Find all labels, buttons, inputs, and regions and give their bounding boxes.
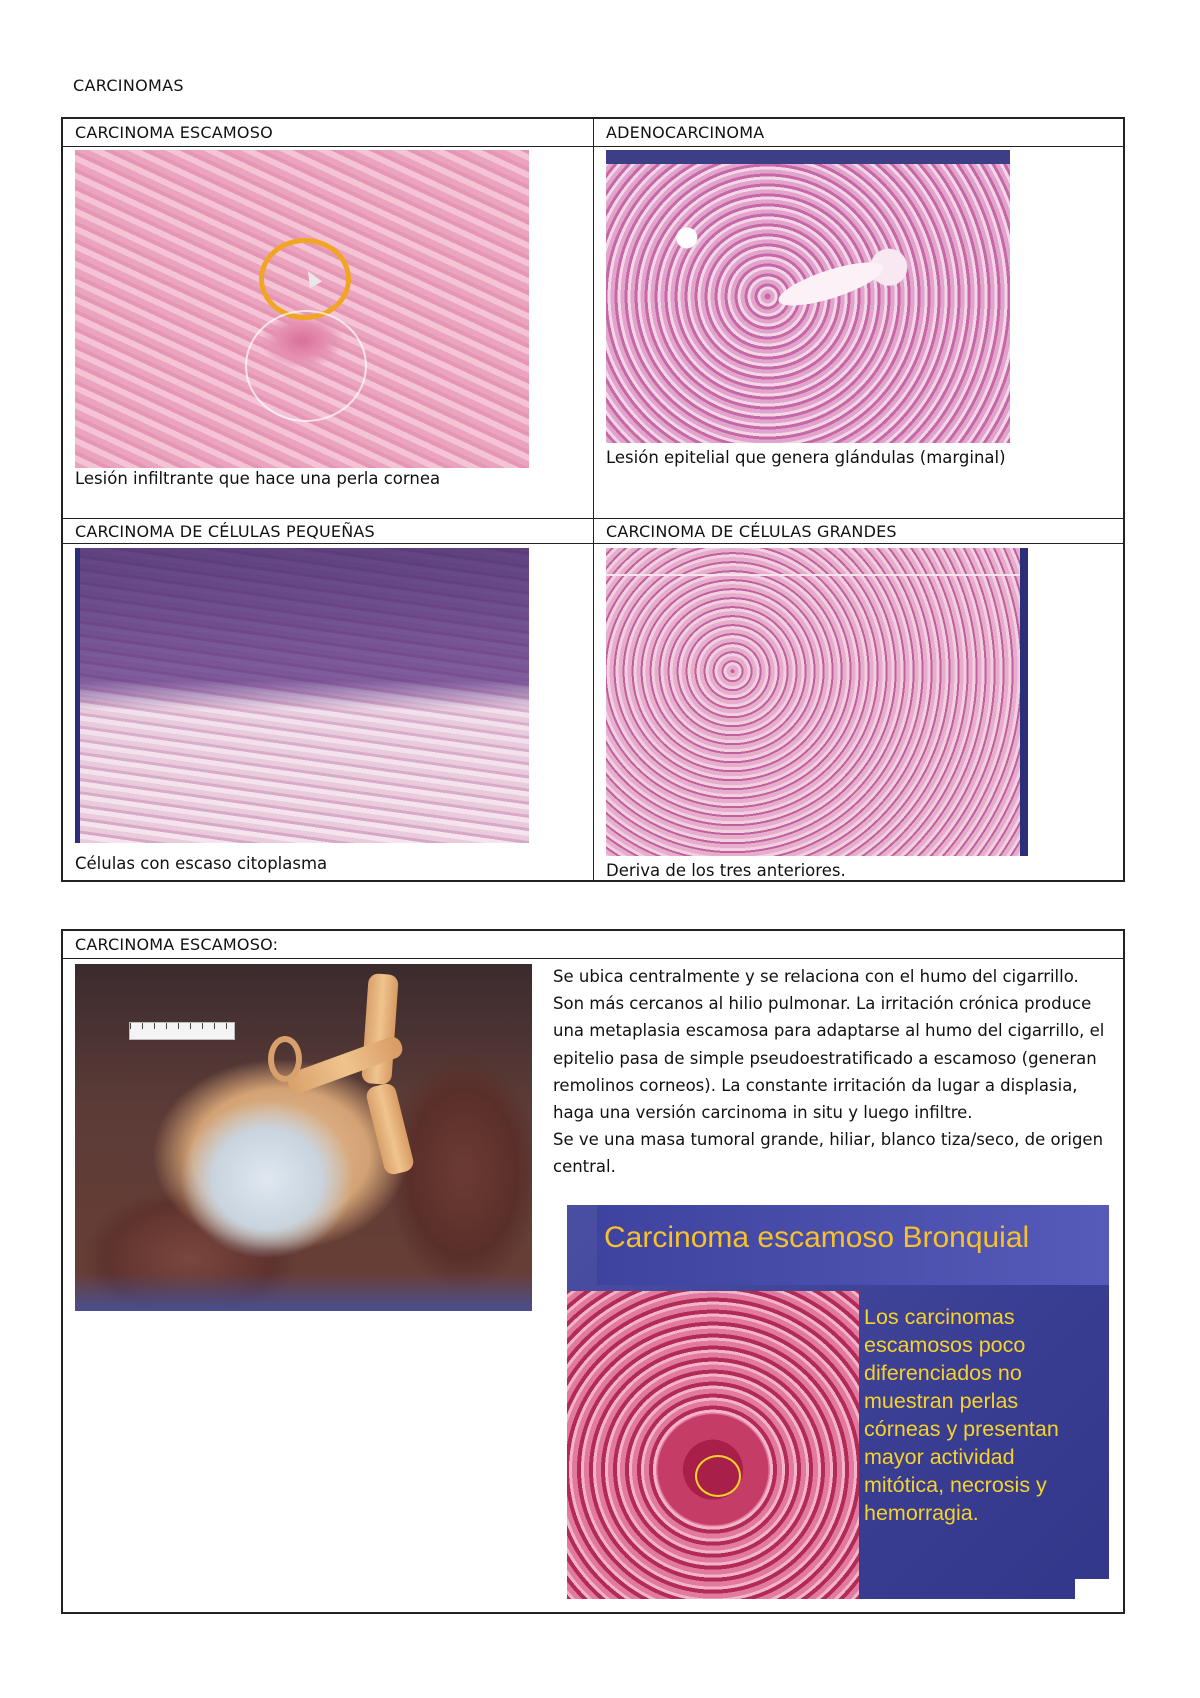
large-cell-caption: Deriva de los tres anteriores.	[606, 861, 846, 880]
squamous-header: CARCINOMA ESCAMOSO	[75, 123, 273, 142]
squamous-histology-image	[75, 150, 529, 468]
lung-gross-specimen-image	[75, 964, 532, 1311]
large-cell-header: CARCINOMA DE CÉLULAS GRANDES	[606, 522, 897, 541]
slide-title: Carcinoma escamoso Bronquial	[604, 1221, 1030, 1254]
ruler-icon	[129, 1022, 235, 1040]
page-title: CARCINOMAS	[73, 76, 184, 95]
adenocarcinoma-histology-image	[606, 150, 1010, 443]
squamous-detail-header: CARCINOMA ESCAMOSO:	[75, 935, 279, 954]
small-cell-histology-image	[75, 548, 529, 843]
description-paragraph-2: Se ve una masa tumoral grande, hiliar, blanco tiza/seco, de origen central.	[553, 1130, 1104, 1177]
large-cell-histology-image	[606, 548, 1028, 856]
slide-body-text: Los carcinomas escamosos poco diferenciados no muestran perlas córneas y presentan mayor actividad mitótica, necrosis y hemorragia.	[864, 1305, 1059, 1525]
small-cell-caption: Células con escaso citoplasma	[75, 854, 328, 873]
adenocarcinoma-header: ADENOCARCINOMA	[606, 123, 765, 142]
description-paragraph-1: Se ubica centralmente y se relaciona con el humo del cigarrillo. Son más cercanos al hilio pulmonar. La irritación crónica produce una metaplasia escamosa para adaptarse al humo del cigarrillo, el epitelio pasa de simple pseudoestratificado a escamoso (generan remolinos corneos). La constante irritación da lugar a displasia, haga una versión carcinoma in situ y luego infiltre.	[553, 967, 1105, 1123]
squamous-caption: Lesión infiltrante que hace una perla cornea	[75, 469, 441, 488]
adenocarcinoma-caption: Lesión epitelial que genera glándulas (marginal)	[606, 448, 1006, 467]
highlight-circle-icon	[695, 1455, 741, 1497]
squamous-detail-table	[61, 929, 1125, 1614]
carcinoma-types-table	[61, 117, 1125, 882]
small-cell-header: CARCINOMA DE CÉLULAS PEQUEÑAS	[75, 522, 375, 541]
squamous-description	[553, 963, 1113, 1181]
presentation-slide	[567, 1205, 1109, 1599]
squamous-pearl-histology-image	[567, 1291, 859, 1599]
